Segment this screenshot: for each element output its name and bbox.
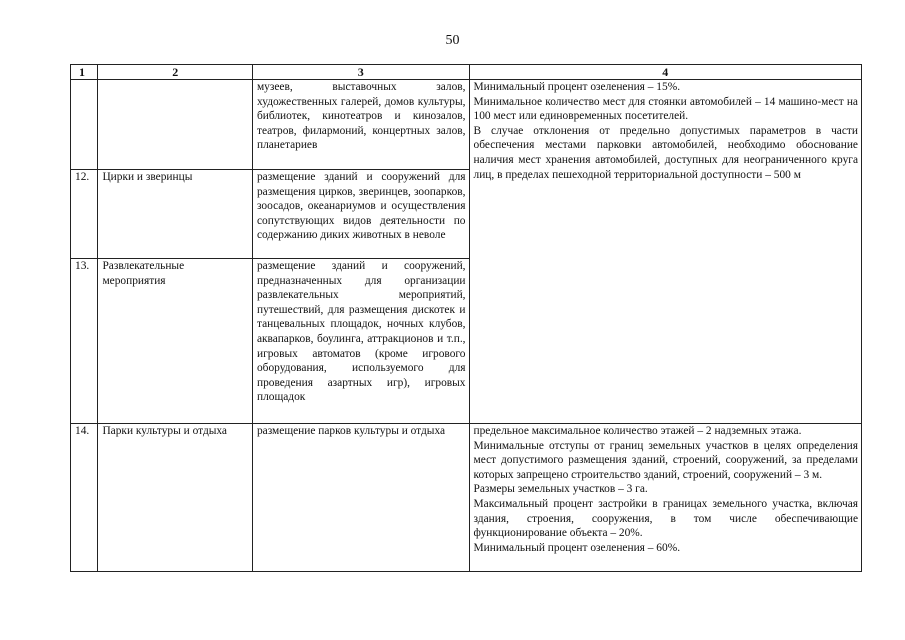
parameter-line: Минимальный процент озеленения – 15%.: [473, 81, 681, 93]
column-header-1: 1: [71, 65, 98, 80]
row-number: 12.: [71, 170, 98, 259]
row-name: Парки культуры и отдыха: [98, 424, 253, 572]
parameter-line: Минимальные отступы от границ земельных участков в целях определения мест допустимого размещения зданий, строений, сооружений, за пределами которых запрещено строительство зданий, строений, сооружений – 3 м.: [473, 439, 858, 481]
row-description: размещение зданий и сооружений для размещения цирков, зверинцев, зоопарков, зоосадов, океанариумов и осуществления сопутствующих видов деятельности по содержанию диких животных в неволе: [252, 170, 469, 259]
table-header-row: [71, 65, 862, 80]
parameters-cell-1: [469, 80, 861, 424]
table-row: [71, 424, 862, 572]
row-name: Цирки и зверинцы: [98, 170, 253, 259]
column-header-4: 4: [469, 65, 861, 80]
zoning-table: [70, 64, 862, 572]
parameter-line: Минимальное количество мест для стоянки автомобилей – 14 машино-мест на 100 мест или единовременных посетителей.: [473, 95, 858, 123]
row-name: Развлекательные мероприятия: [98, 259, 253, 424]
parameter-line: Размеры земельных участков – 3 га.: [473, 483, 648, 496]
row-number: [71, 80, 98, 170]
parameter-line: предельное максимальное количество этажей – 2 надземных этажа.: [473, 425, 802, 437]
column-header-3: 3: [252, 65, 469, 80]
parameter-line: Максимальный процент застройки в границах земельного участка, включая здания, строения, сооружения, в том числе обеспечивающие функционирование объекта – 20%.: [473, 497, 858, 540]
row-description: размещение парков культуры и отдыха: [252, 424, 469, 572]
parameter-line: Минимальный процент озеленения – 60%.: [473, 541, 681, 554]
row-description: размещение зданий и сооружений, предназначенных для организации развлекательных мероприятий, путешествий, для размещения дискотек и танцевальных площадок, ночных клубов, аквапарков, боулинга, аттракционов и т.п., игровых автоматов (кроме игрового оборудования, используемого для проведения азартных игр), игровых площадок: [252, 259, 469, 424]
column-header-2: 2: [98, 65, 253, 80]
row-number: 14.: [71, 424, 98, 572]
parameters-cell-2: [469, 424, 861, 572]
row-name: [98, 80, 253, 170]
parameter-line: В случае отклонения от предельно допустимых параметров в части обеспечения местами парковки автомобилей, необходимо обоснование наличия мест хранения автомобилей, доступных для неограниченного круга лиц, в пределах пешеходной территориальной доступности – 500 м: [473, 124, 858, 181]
row-description: музеев, выставочных залов, художественных галерей, домов культуры, библиотек, кинотеатров и кинозалов, театров, филармоний, концертных залов, планетариев: [252, 80, 469, 170]
table-row: [71, 80, 862, 170]
row-number: 13.: [71, 259, 98, 424]
page-number: 50: [445, 33, 460, 48]
